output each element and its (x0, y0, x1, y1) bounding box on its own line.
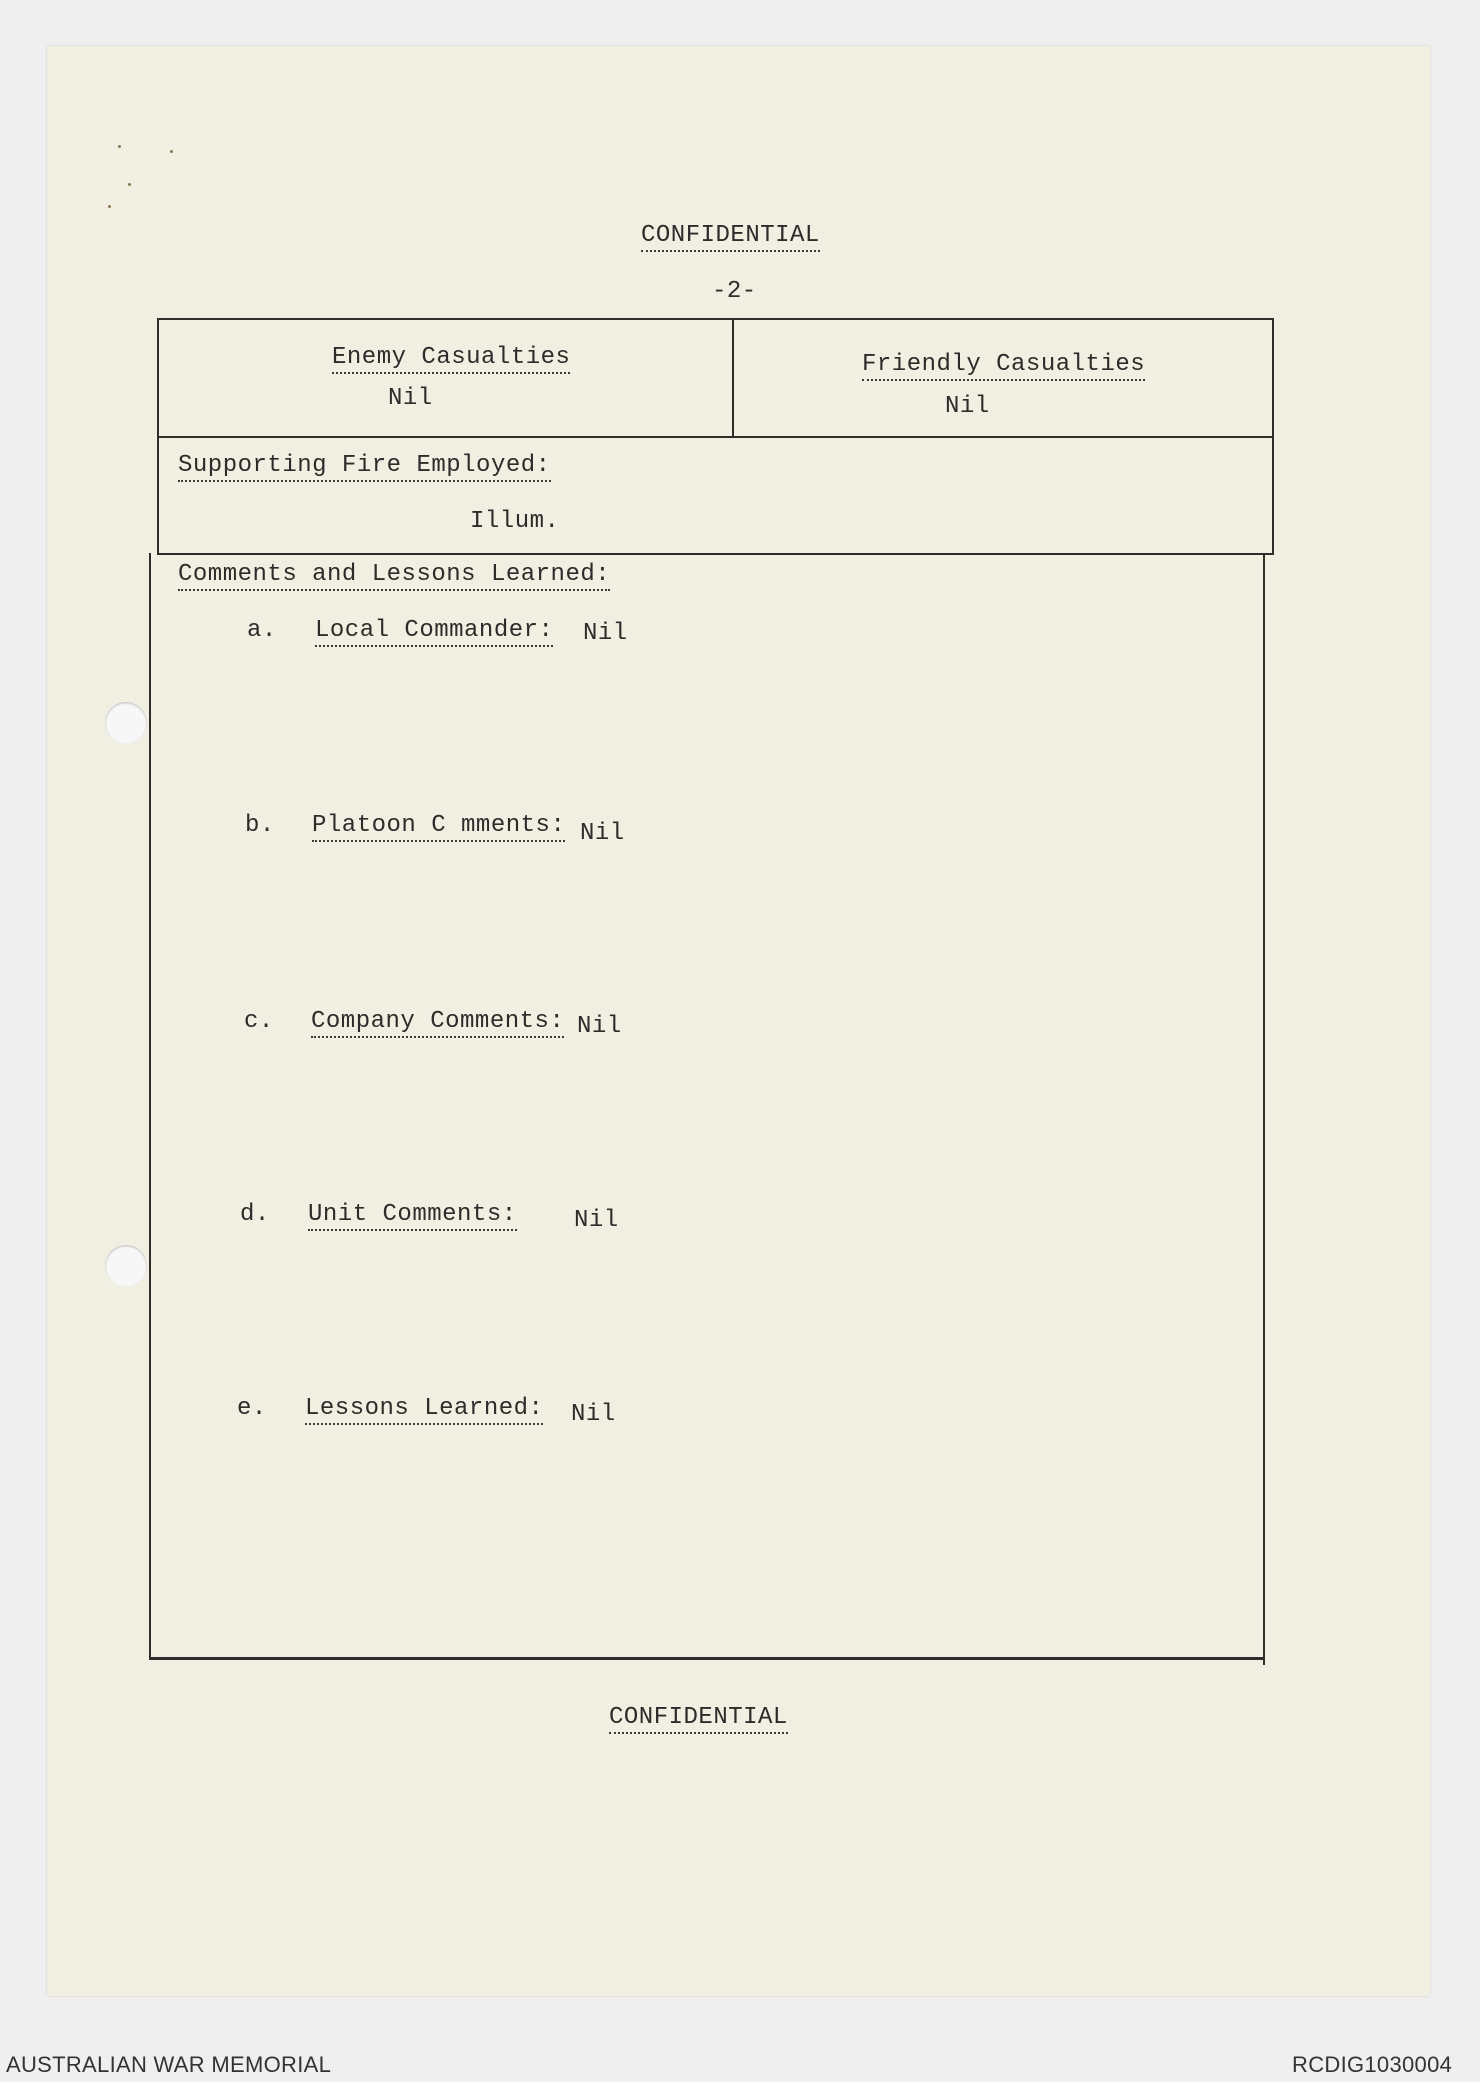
punch-hole-bottom (105, 1245, 147, 1287)
comment-letter-b: b. (245, 812, 275, 839)
header-classification: CONFIDENTIAL (641, 222, 820, 252)
comment-letter-e: e. (237, 1395, 267, 1422)
table-left-border-lower (149, 553, 151, 1659)
table-top-border (157, 318, 1274, 320)
supporting-fire-value: Illum. (470, 508, 560, 535)
comment-label-company: Company Comments: (311, 1008, 564, 1038)
comment-value-company: Nil (577, 1013, 622, 1040)
paper-speck (108, 205, 111, 208)
casualties-bottom-border (157, 436, 1274, 438)
punch-hole-top (105, 702, 147, 744)
comment-value-lessons: Nil (571, 1401, 616, 1428)
enemy-casualties-label: Enemy Casualties (332, 344, 570, 374)
table-right-border-lower (1263, 553, 1265, 1665)
comments-label: Comments and Lessons Learned: (178, 561, 610, 591)
comment-value-unit: Nil (574, 1207, 619, 1234)
paper-speck (128, 183, 131, 186)
supporting-fire-label: Supporting Fire Employed: (178, 452, 551, 482)
comment-value-local-commander: Nil (583, 620, 628, 647)
comment-letter-d: d. (240, 1201, 270, 1228)
paper-speck (118, 145, 121, 148)
footer-classification: CONFIDENTIAL (609, 1704, 788, 1734)
page-number: -2- (712, 278, 757, 305)
comment-label-lessons: Lessons Learned: (305, 1395, 543, 1425)
archive-source: AUSTRALIAN WAR MEMORIAL (6, 2052, 332, 2077)
friendly-casualties-value: Nil (945, 393, 990, 420)
comment-label-platoon: Platoon C mments: (312, 812, 565, 842)
table-bottom-border (149, 1657, 1265, 1660)
paper-speck (170, 150, 173, 153)
comment-label-local-commander: Local Commander: (315, 617, 553, 647)
enemy-casualties-value: Nil (388, 385, 433, 412)
supporting-fire-bottom-border (157, 553, 1274, 555)
comment-value-platoon: Nil (580, 820, 625, 847)
friendly-casualties-label: Friendly Casualties (862, 351, 1145, 381)
comment-label-unit: Unit Comments: (308, 1201, 517, 1231)
comment-letter-c: c. (244, 1008, 274, 1035)
casualties-divider (732, 318, 734, 436)
archive-reference: RCDIG1030004 (1292, 2052, 1453, 2077)
comment-letter-a: a. (247, 617, 277, 644)
